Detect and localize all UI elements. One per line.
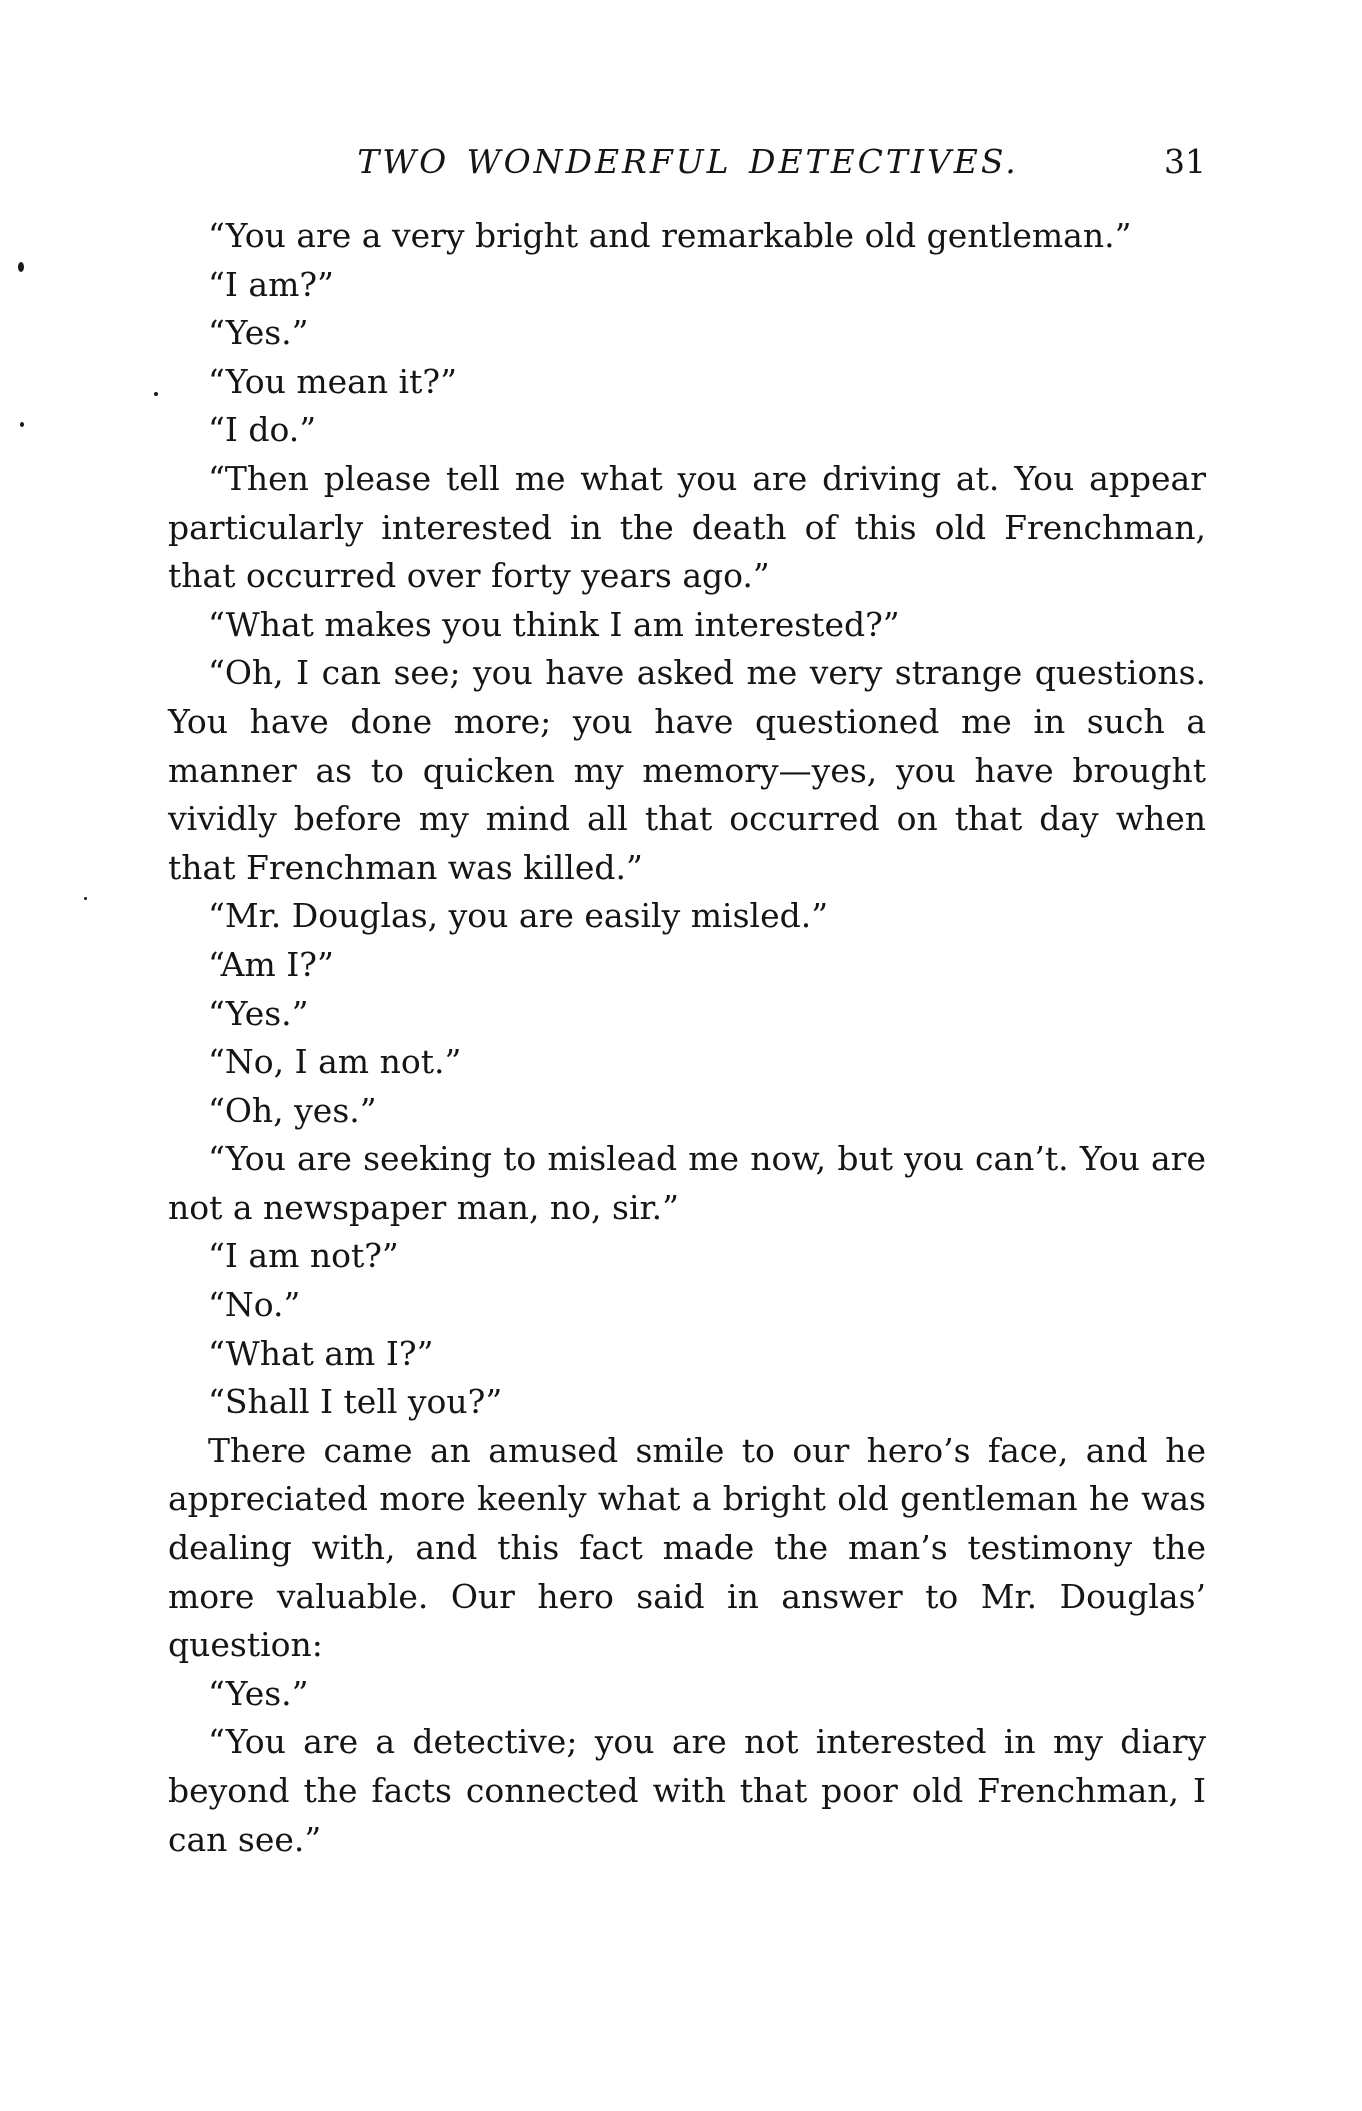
scan-speck <box>154 392 158 396</box>
paragraph: “Am I?” <box>208 944 334 984</box>
paragraph: “Yes.” <box>208 993 309 1033</box>
paragraph: “Oh, yes.” <box>208 1090 377 1130</box>
paragraph: “You are seeking to mislead me now, but you can’t. You are not a newspaper man, no, sir.” <box>168 1139 1206 1227</box>
page-header <box>170 140 1206 184</box>
paragraph: “I do.” <box>208 410 317 450</box>
paragraph: “I am?” <box>208 264 334 304</box>
paragraph: “Oh, I can see; you have asked me very strange questions. You have done more; you have questioned me in such a manner as to quicken my memory—yes, you have brought vividly before my mind all that occurred on that day when that Frenchman was killed.” <box>168 653 1206 887</box>
paragraph: “Then please tell me what you are driving at. You appear particularly interested in the death of this old Frenchman, that occurred over forty years ago.” <box>168 458 1206 596</box>
paragraph: There came an amused smile to our hero’s face, and he appreciated more keenly what a bright old gentleman he was dealing with, and this fact made the man’s testimony the more valuable. Our hero said in answer to Mr. Douglas’ question: <box>168 1430 1206 1665</box>
paragraph: “No.” <box>208 1285 301 1325</box>
scan-speck <box>84 897 87 900</box>
body-text <box>168 212 1206 1864</box>
paragraph: “What makes you think I am interested?” <box>208 604 900 644</box>
paragraph: “Mr. Douglas, you are easily misled.” <box>208 896 829 936</box>
paragraph: “What am I?” <box>208 1333 434 1373</box>
scan-speck <box>20 422 24 427</box>
paragraph: “Yes.” <box>208 313 309 353</box>
running-title: TWO WONDERFUL DETECTIVES. <box>357 142 1019 181</box>
paragraph: “You are a very bright and remarkable old gentleman.” <box>208 216 1132 255</box>
paragraph: “You mean it?” <box>208 361 457 401</box>
paragraph: “Yes.” <box>208 1673 309 1713</box>
page-number: 31 <box>1164 142 1206 181</box>
paragraph: “No, I am not.” <box>208 1042 462 1082</box>
paragraph: “Shall I tell you?” <box>208 1382 503 1422</box>
paragraph: “You are a detective; you are not interested in my diary beyond the facts connected with that poor old Frenchman, I can see.” <box>168 1722 1206 1859</box>
paragraph: “I am not?” <box>208 1236 399 1276</box>
scan-speck <box>18 262 24 272</box>
